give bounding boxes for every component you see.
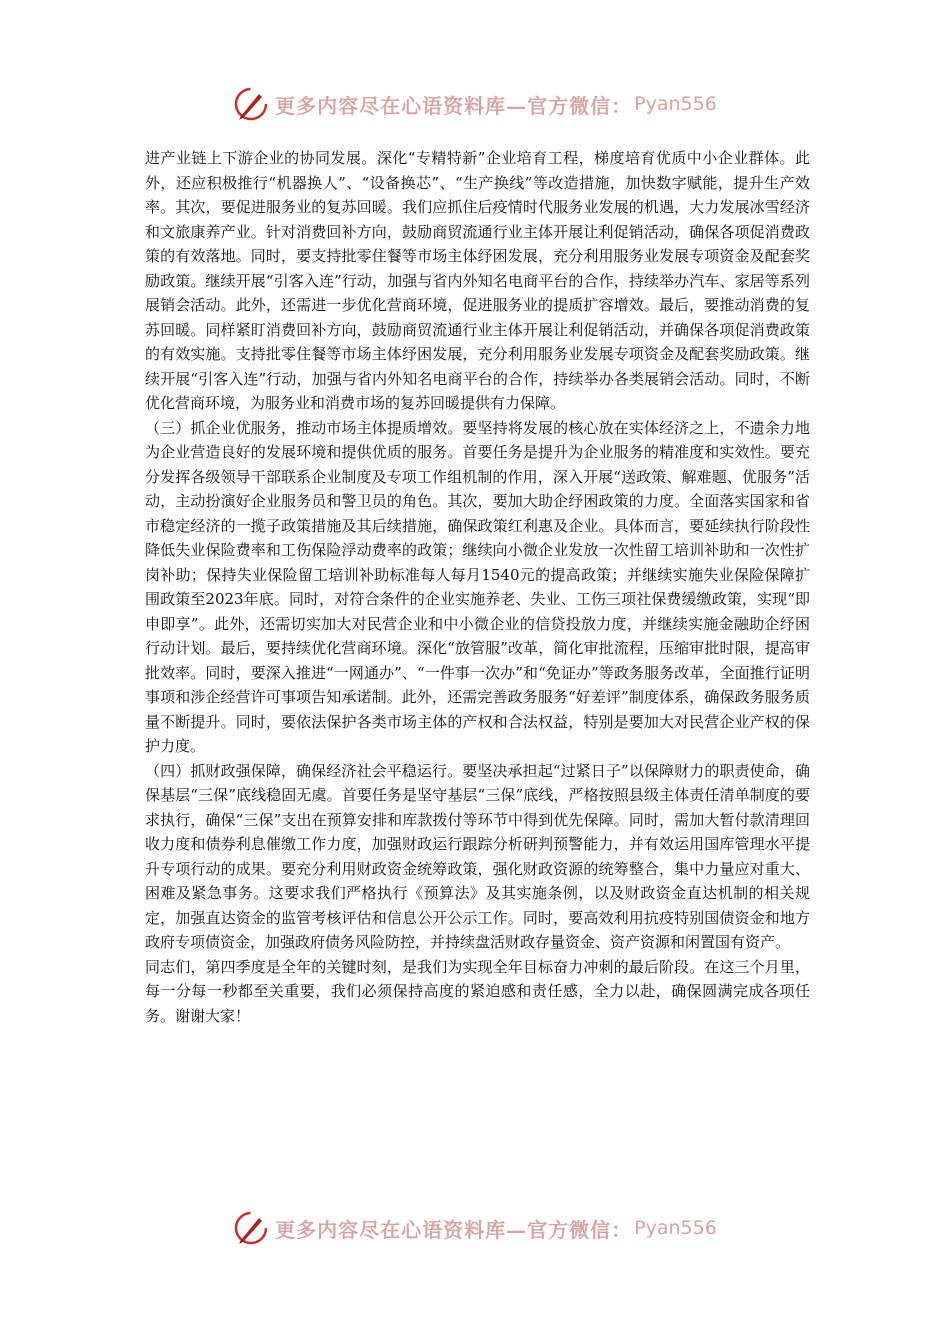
paragraph-1: 进产业链上下游企业的协同发展。深化“专精特新”企业培育工程，梯度培育优质中小企业群体。此外，还应积极推行“机器换人”、“设备换芯”、“生产换线”等改造措施，加快数字赋能，提升生产效率。其次，要促进服务业的复苏回暖。我们应抓住后疫情时代服务业发展的机遇，大力发展冰雪经济和文旅康养产业。针对消费回补方向，鼓励商贸流通行业主体开展让利促销活动，确保各项促消费政策的有效落地。同时，要支持批零住餐等市场主体纾困发展，充分利用服务业发展专项资金及配套奖励政策。继续开展“引客入连”行动，加强与省内外知名电商平台的合作，持续举办汽车、家居等系列展销会活动。此外，还需进一步优化营商环境，促进服务业的提质扩容增效。最后，要推动消费的复苏回暖。同样紧盯消费回补方向，鼓励商贸流通行业主体开展让利促销活动，并确保各项促消费政策的有效实施。支持批零住餐等市场主体纾困发展，充分利用服务业发展专项资金及配套奖励政策。继续开展“引客入连”行动，加强与省内外知名电商平台的合作，持续举办各类展销会活动。同时，不断优化营商环境，为服务业和消费市场的复苏回暖提供有力保障。 [145, 149, 810, 412]
footer-banner [0, 1208, 950, 1248]
brush-pen-logo-icon [233, 1210, 269, 1246]
wechat-id: Pyan556 [634, 1217, 717, 1239]
document-body [145, 146, 810, 1028]
paragraph-4: 同志们，第四季度是全年的关键时刻，是我们为实现全年目标奋力冲刺的最后阶段。在这三个月里，每一分每一秒都至关重要，我们必须保持高度的紧迫感和责任感，全力以赴，确保圆满完成各项任务。谢谢大家！ [145, 957, 810, 1025]
banner-text: 更多内容尽在心语资料库—官方微信： [275, 93, 633, 118]
banner-text: 更多内容尽在心语资料库—官方微信： [275, 1217, 633, 1242]
header-banner [0, 84, 950, 124]
brush-pen-logo-icon [233, 86, 269, 122]
paragraph-2: （三）抓企业优服务，推动市场主体提质增效。要坚持将发展的核心放在实体经济之上，不遗余力地为企业营造良好的发展环境和提供优质的服务。首要任务是提升为企业服务的精准度和实效性。要充分发挥各级领导干部联系企业制度及专项工作组机制的作用，深入开展“送政策、解难题、优服务”活动，主动扮演好企业服务员和警卫员的角色。其次，要加大助企纾困政策的力度。全面落实国家和省市稳定经济的一揽子政策措施及其后续措施，确保政策红利惠及企业。具体而言，要延续执行阶段性降低失业保险费率和工伤保险浮动费率的政策；继续向小微企业发放一次性留工培训补助和一次性扩岗补助；保持失业保险留工培训补助标准每人每月1540元的提高政策；并继续实施失业保险保障扩围政策至2023年底。同时，对符合条件的企业实施养老、失业、工伤三项社保费缓缴政策，实现“即申即享”。此外，还需切实加大对民营企业和中小微企业的信贷投放力度，并继续实施金融助企纾困行动计划。最后，要持续优化营商环境。深化“放管服”改革，简化审批流程，压缩审批时限，提高审批效率。同时，要深入推进“一网通办”、“一件事一次办”和“免证办”等政务服务改革，全面推行证明事项和涉企经营许可事项告知承诺制。此外，还需完善政务服务“好差评”制度体系，确保政务服务质量不断提升。同时，要依法保护各类市场主体的产权和合法权益，特别是要加大对民营企业产权的保护力度。 [145, 418, 810, 755]
paragraph-3: （四）抓财政强保障，确保经济社会平稳运行。要坚决承担起“过紧日子”以保障财力的职责使命，确保基层“三保”底线稳固无虞。首要任务是坚守基层“三保”底线，严格按照县级主体责任清单制度的要求执行，确保“三保”支出在预算安排和库款拨付等环节中得到优先保障。同时，需加大暂付款清理回收力度和债券利息催缴工作力度，加强财政运行跟踪分析研判预警能力，并有效运用国库管理水平提升专项行动的成果。要充分利用财政资金统筹政策，强化财政资源的统筹整合，集中力量应对重大、困难及紧急事务。这要求我们严格执行《预算法》及其实施条例，以及财政资金直达机制的相关规定，加强直达资金的监管考核评估和信息公开公示工作。同时，要高效利用抗疫特别国债资金和地方政府专项债资金，加强政府债务风险防控，并持续盘活财政存量资金、资产资源和闲置国有资产。 [145, 761, 810, 951]
wechat-id: Pyan556 [634, 93, 717, 115]
